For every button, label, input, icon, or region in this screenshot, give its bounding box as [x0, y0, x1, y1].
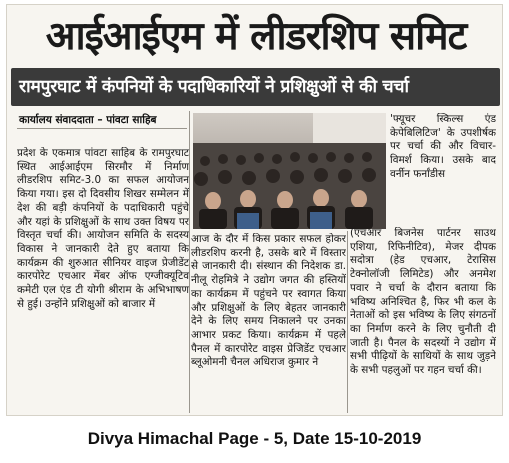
subheadline: रामपुरघाट में कंपनियों के पदाधिकारियों ने प्रशिक्षुओं से की चर्चा — [19, 77, 409, 97]
article-column-3-top: 'फ्यूचर स्किल्स एंड केपेबिलिटिज' के उपशीर्षक पर चर्चा की और विचार-विमर्श किया। उसके बाद वर्नीन फर्नांडीस — [390, 113, 496, 180]
byline: कार्यालय संवाददाता – पांवटा साहिब — [19, 114, 157, 126]
byline-rule — [17, 128, 187, 129]
article-column-3-bottom: (एचआर बिजनेस पार्टनर साउथ एशिया, रिफिनीटिव), मेजर दीपक सदोत्रा (हेड एचआर, टेरासिस टेक्नोलॉजी लिमिटेड) और अनमेश पवार ने चर्चा के दौरान बताया कि भविष्य अनिश्चित है, फिर भी कल के नेताओं को इस भविष्य के लिए संगठनों का निर्माण करने के लिए चुनौती दी जाती है। पैनल के सदस्यों ने उद्योग में सभी पीढ़ियों के साथियों के साथ जुड़ने के सभी पहलुओं पर गहन चर्चा की। — [350, 227, 496, 377]
article-column-1: प्रदेश के एकमात्र पांवटा साहिब के रामपुरघाट स्थित आईआईएम सिरमौर में निर्माण लीडरशिप समिट-3.0 का सफल आयोजन किया गया। इस दो दिवसीय शिखर सम्मेलन में देश की बड़ी कंपनियों के पदाधिकारी पहुंचे और यहां के प्रशिक्षुओं के साथ उक्त विषय पर विस्तृत चर्चा की। आयोजन समिति के सदस्य विकास ने जानकारी देते हुए बताया कि कार्यक्रम की शुरुआत सीनियर वाइज प्रेजीडेंट कारपोरेट एचआर मेंबर ऑफ एग्जीक्यूटिव कमेटी एल एंड टी योगी श्रीराम के अभिभाषण से हुई। उन्होंने प्रशिक्षुओं को बाजार में — [17, 147, 189, 310]
article-column-2: आज के दौर में किस प्रकार सफल होकर लीडरशिप करनी है, उसके बारे में विस्तार से जानकारी दी। संस्थान की निदेशक डा. नीलू रोहमित्रे ने उद्योग जगत की हस्तियों का कार्यक्रम में पहुंचने पर स्वागत किया और प्रशिक्षुओं के लिए बेहतर जानकारी देने के लिए समय निकालने पर उनका आभार प्रकट किया। कार्यक्रम में पहले पैनल में कारपोरेट वाइस प्रेजिडेंट एचआर ब्लूओमनी चैनल अधिराज कुमार ने — [191, 233, 346, 369]
source-caption: Divya Himachal Page - 5, Date 15-10-2019 — [87, 429, 422, 448]
event-photo — [193, 113, 386, 229]
newspaper-clipping — [6, 4, 503, 416]
subheadline-bar — [11, 68, 500, 106]
headline: आईआईएम में लीडरशिप समिट — [45, 14, 467, 59]
column-divider-2 — [347, 231, 348, 413]
column-divider-1 — [189, 111, 190, 413]
